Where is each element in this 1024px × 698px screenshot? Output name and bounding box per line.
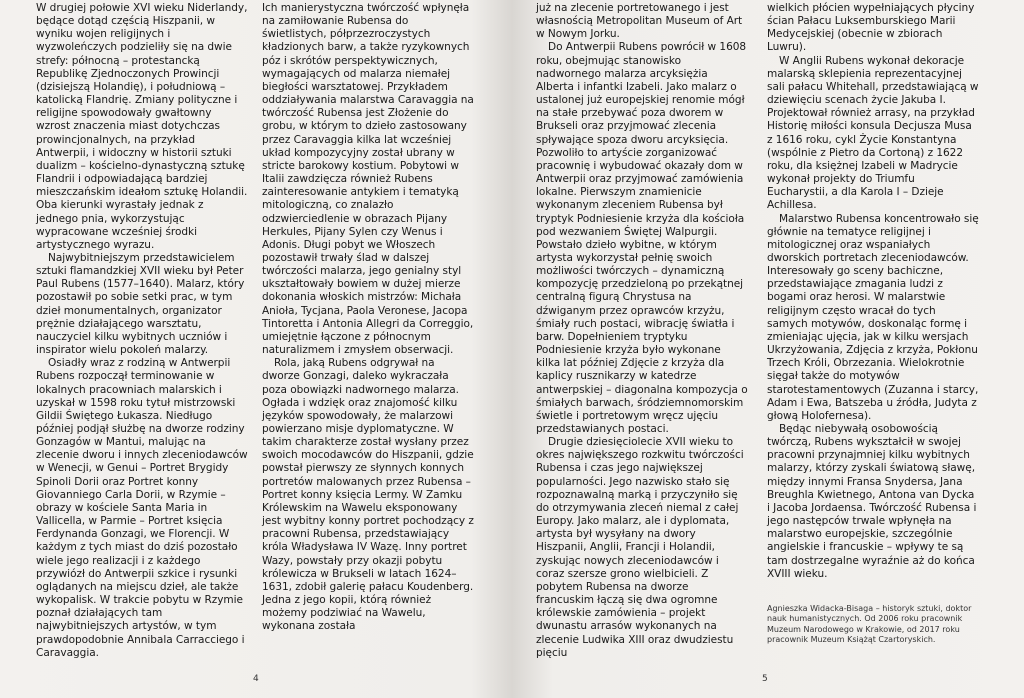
page-number-left: 4 — [253, 674, 259, 684]
paragraph: Najwybitniejszym przedstawicielem sztuki flamandzkiej XVII wieku był Peter Paul Rubens (1577–1640). Malarz, który pozostawił po sobie setki prac, w tym dzieł monumentalnych, organizator prężnie działającego warsztatu, nauczyciel kilku wybitnych uczniów i inspirator wielu pokoleń malarzy. — [36, 251, 245, 357]
paragraph: Rola, jaką Rubens odgrywał na dworze Gonzagi, daleko wykraczała poza obowiązki nadwornego malarza. Ogłada i wdzięk oraz znajomość kilku języków spowodowały, że malarzowi powierzano misje dyplomatyczne. W takim charakterze został wysłany przez swoich mocodawców do Hiszpanii, gdzie powstał pierwszy ze słynnych konnych portretów malowanych przez Rubensa – Portret konny księcia Lermy. W Zamku Królewskim na Wawelu eksponowany jest wybitny konny portret pochodzący z pracowni Rubensa, przedstawiający króla Władysława IV Wazę. Inny portret Wazy, powstały przy okazji pobytu królewicza w Brukseli w latach 1624–1631, zdobił galerię pałacu Koudenberg. Jedna z jego kopii, którą również możemy podziwiać na Wawelu, wykonana została — [262, 357, 474, 633]
page-number-right: 5 — [762, 674, 768, 684]
paragraph: Drugie dziesięciolecie XVII wieku to okres największego rozkwitu twórczości Rubensa i czas jego największej popularności. Jego nazwisko stało się rozpoznawalną marką i przyczyniło się do otrzymywania zleceń niemal z całej Europy. Jako malarz, ale i dyplomata, artysta był wysyłany na dwory Hiszpanii, Anglii, Francji i Holandii, zyskując nowych zleceniodawców i coraz szersze grono wielbicieli. Z pobytem Rubensa na dworze francuskim łączą się dwa ogromne królewskie zamówienia – projekt dwunastu arrasów wykonanych na zlecenie Ludwika XIII oraz dwudziestu pięciu — [536, 436, 744, 659]
text-column-2 — [262, 2, 474, 634]
paragraph: Do Antwerpii Rubens powrócił w 1608 roku, obejmując stanowisko nadwornego malarza arcyksiężia Alberta i infantki Izabeli. Jako malarz o ustalonej już europejskiej renomie mógł na stałe przebywać poza dworem w Brukseli oraz przyjmować zlecenia spływające spoza dworu arcyksięcia. Pozwoliło to artyście zorganizować pracownię i wybudować okazały dom w Antwerpii oraz przyjmować zamówienia lokalne. Pierwszym znamienicie wykonanym zleceniem Rubensa był tryptyk Podniesienie krzyża dla kościoła pod wezwaniem Świętej Walpurgii. Powstało dzieło wybitne, w którym artysta wykorzystał pełnię swoich możliwości twórczych – dynamiczną kompozycję przedzieloną po przekątnej centralną figurą Chrystusa na dźwiganym przez oprawców krzyżu, śmiały ruch postaci, wibrację światła i barw. Dopełnieniem tryptyku Podniesienie krzyża było wykonane kilka lat później Zdjęcie z krzyża dla kaplicy rusznikarzy w katedrze antwerpskiej – diagonalna kompozycja o śmiałych barwach, śródziemnomorskim świetle i portretowym wręcz ujęciu przedstawianych postaci. — [536, 41, 748, 435]
paragraph: Malarstwo Rubensa koncentrowało się głównie na tematyce religijnej i mitologicznej oraz wspaniałych dworskich portretach zleceniodawców. Interesowały go sceny bachiczne, przedstawiające zmagania ludzi z bogami oraz herosi. W malarstwie religijnym często wracał do tych samych motywów, doskonaląc formę i zmieniając ujęcia, jak w kilku wersjach Ukrzyżowania, Zdjęcia z krzyża, Pokłonu Trzech Króli, Obrzezania. Wielokrotnie sięgał także do motywów starotestamentowych (Zuzanna i starcy, Adam i Ewa, Batszeba u źródła, Judyta z głową Holofernesa). — [767, 212, 979, 422]
paragraph: W drugiej połowie XVI wieku Niderlandy, będące dotąd częścią Hiszpanii, w wyniku wojen religijnych i wyzwoleńczych podzieliły się na dwie strefy: północną – protestancką Republikę Zjednoczonych Prowincji (dzisiejszą Holandię), i południową – katolicką Flandrię. Zmiany polityczne i religijne spowodowały gwałtowny wzrost znaczenia miast dotychczas prowincjonalnych, na przykład Antwerpii, i widoczny w historii sztuki dualizm – kościelno-dynastyczną sztukę Flandrii i odpowiadającą bardziej mieszczańskim ideałom sztukę Holandii. Oba kierunki wyrastały jednak z jednego pnia, wykorzystując wypracowane wcześniej środki artystycznego wyrazu. — [36, 2, 248, 251]
paragraph: W Anglii Rubens wykonał dekoracje malarską sklepienia reprezentacyjnej sali pałacu Whitehall, przedstawiającą w dziewięciu scenach życie Jakuba I. Projektował również arrasy, na przykład Historię miłości konsula Decjusza Musa z 1616 roku, cykl Życie Konstantyna (wspólnie z Pietro da Cortoną) z 1622 roku, dla księżnej Izabeli w Madrycie wykonał projekty do Triumfu Eucharystii, a dla Karola I – Dzieje Achillesa. — [767, 54, 979, 212]
paragraph: Będąc niebywałą osobowością twórczą, Rubens wykształcił w swojej pracowni przynajmniej kilku wybitnych malarzy, którzy zyskali światową sławę, między innymi Fransa Snydersa, Jana Breughla Kwietnego, Antona van Dycka i Jacoba Jordaensa. Twórczość Rubensa i jego następców trwale wpłynęła na malarstwo europejskie, szczególnie angielskie i francuskie – wpływy te są tam dostrzegalne wyraźnie aż do końca XVIII wieku. — [767, 423, 977, 580]
paragraph: wielkich płócien wypełniających płyciny ścian Pałacu Luksemburskiego Marii Medycejskiej (obecnie w zbiorach Luwru). — [767, 2, 975, 54]
text-column-3 — [536, 2, 748, 660]
text-column-1 — [36, 2, 248, 660]
paragraph: Osiadły wraz z rodziną w Antwerpii Rubens rozpoczął terminowanie w lokalnych pracowniach malarskich i uzyskał w 1598 roku tytuł mistrzowski Gildii Świętego Łukasza. Niedługo później podjął służbę na dworze rodziny Gonzagów w Mantui, malując na zlecenie dworu i innych zleceniodawców w Wenecji, w Genui – Portret Brygidy Spinoli Dorii oraz Portret konny Giovanniego Carla Dorii, w Rzymie – obrazy w kościele Santa Maria in Vallicella, w Parmie – Portret księcia Ferdynanda Gonzagi, we Florencji. W każdym z tych miast do dziś pozostało wiele jego realizacji i z każdego przywiózł do Antwerpii szkice i rysunki oglądanych na miejscu dzieł, ale także wykopalisk. W trakcie pobytu w Rzymie poznał działających tam najwybitniejszych artystów, w tym prawdopodobnie Annibala Carracciego i Caravaggia. — [36, 357, 248, 659]
author-note: Agnieszka Widacka-Bisaga – historyk sztuki, doktor nauk humanistycznych. Od 2006 roku pracownik Muzeum Narodowego w Krakowie, od 2017 roku pracownik Muzeum Książąt Czartoryskich. — [767, 604, 972, 645]
paragraph: już na zlecenie portretowanego i jest własnością Metropolitan Museum of Art w Nowym Jorku. — [536, 2, 743, 41]
text-column-4 — [767, 2, 979, 581]
paragraph: Ich manierystyczna twórczość wpłynęła na zamiłowanie Rubensa do świetlistych, półprzezroczystych kładzionych barw, a także ryzykownych póz i skrótów perspektywicznych, wymagających od malarza niemałej biegłości warsztatowej. Przykładem oddziaływania malarstwa Caravaggia na twórczość Rubensa jest Złożenie do grobu, w którym to dzieło zastosowany przez Caravaggia kilka lat wcześniej układ kompozycyjny został ubrany w stricte barokowy kostium. Pobytowi w Italii zawdzięcza również Rubens zainteresowanie antykiem i tematyką mitologiczną, co znalazło odzwierciedlenie w obrazach Pijany Herkules, Pijany Sylen czy Wenus i Adonis. Długi pobyt we Włoszech pozostawił trwały ślad w dalszej twórczości malarza, jego genialny styl ukształtowały bowiem w dużej mierze dokonania włoskich mistrzów: Michała Anioła, Tycjana, Paola Veronese, Jacopa Tintoretta i Antonia Allegri da Correggio, umiejętnie łączone z północnym naturalizmem i zmysłem obserwacji. — [262, 2, 474, 357]
